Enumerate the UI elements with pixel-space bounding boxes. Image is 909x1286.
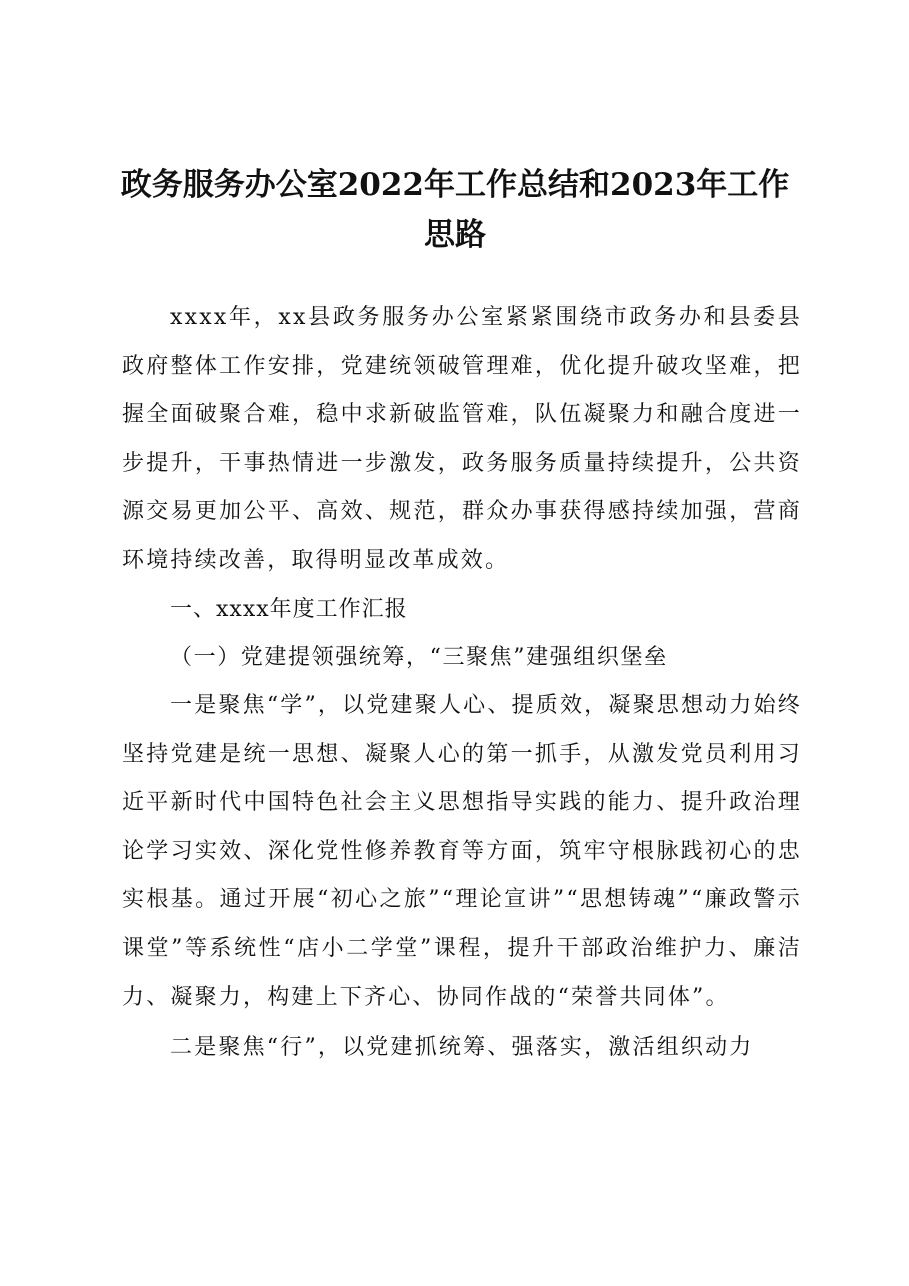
- intro-paragraph: xxxx年，xx县政务服务办公室紧紧围绕市政务办和县委县政府整体工作安排，党建统领破管理难，优化提升破攻坚难，把握全面破聚合难，稳中求新破监管难，队伍凝聚力和融合度进一步提升，干事热情进一步激发，政务服务质量持续提升，公共资源交易更加公平、高效、规范，群众办事获得感持续加强，营商环境持续改善，取得明显改革成效。: [122, 305, 802, 573]
- subsection-heading: （一）党建提领强统筹，“三聚焦”建强组织堡垒: [170, 645, 668, 670]
- body-paragraph-learn: 一是聚焦“学”，以党建聚人心、提质效，凝聚思想动力始终坚持党建是统一思想、凝聚人心的第一抓手，从激发党员利用习近平新时代中国特色社会主义思想指导实践的能力、提升政治理论学习实效、深化党性修养教育等方面，筑牢守根脉践初心的忠实根基。通过开展“初心之旅”“理论宣讲”“思想铸魂”“廉政警示课堂”等系统性“店小二学堂”课程，提升干部政治维护力、廉洁力、凝聚力，构建上下齐心、协同作战的“荣誉共同体”。: [122, 693, 802, 1010]
- section-heading: 一、xxxx年度工作汇报: [170, 597, 408, 622]
- body-paragraph-act: 二是聚焦“行”，以党建抓统筹、强落实，激活组织动力: [170, 1035, 754, 1060]
- document-title: 政务服务办公室2022年工作总结和2023年工作思路: [120, 167, 790, 253]
